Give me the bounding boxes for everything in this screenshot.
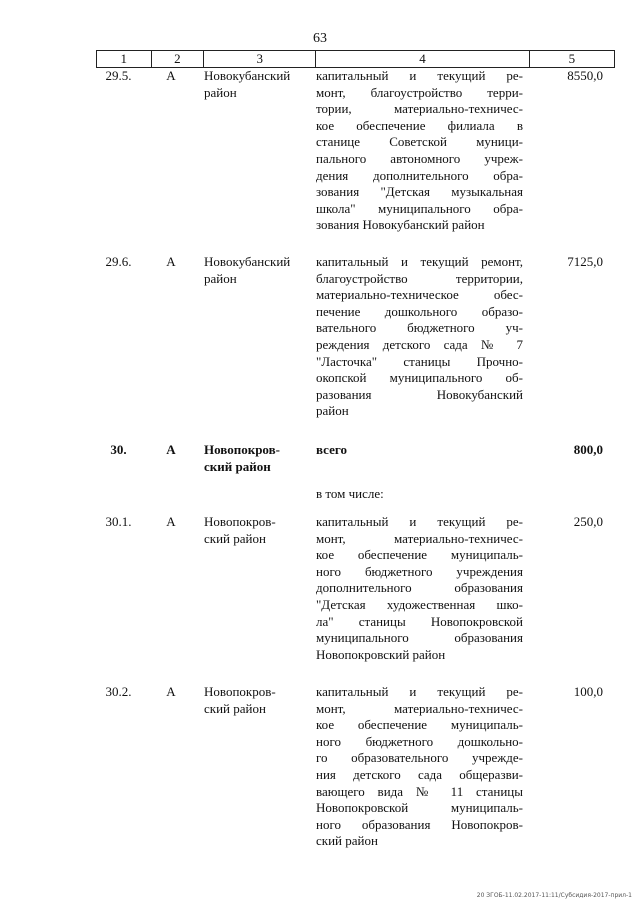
header-col-2: 2: [152, 51, 205, 67]
including-label: в том числе:: [316, 486, 384, 501]
row-district: Новопокров- ский район: [204, 514, 276, 546]
row-type: А: [166, 684, 176, 699]
document-footer: 20 ЗГОБ-11.02.2017-11:11/Субсидия-2017-прил-1: [476, 892, 632, 899]
header-col-5: 5: [568, 51, 576, 66]
row-type: А: [166, 442, 176, 457]
row-description: всего: [316, 442, 347, 457]
header-col-4: 4: [316, 51, 529, 67]
header-col-1: 1: [97, 51, 152, 67]
row-amount: 100,0: [573, 684, 603, 699]
row-number: 29.5.: [105, 68, 132, 83]
row-type: А: [166, 68, 176, 83]
row-number: 30.1.: [105, 514, 132, 529]
row-type: А: [166, 254, 176, 269]
row-amount: 7125,0: [567, 254, 603, 269]
row-description: капитальный и текущий ре- монт, благоустройство терри- тории, материально-техничес- кое обеспечение филиала в станице Советской муници- пального автономного учреж- дения дополнительного обра- зования "Детская музыкальная школа" муниципального обра- зования Новокубанский район: [316, 68, 523, 233]
row-amount: 8550,0: [567, 68, 603, 83]
row-district: Новопокров- ский район: [204, 442, 280, 474]
row-description: капитальный и текущий ремонт, благоустройство территории, материально-техническое обес- печение дошкольного образо- вательного бюджетного уч- реждения детского сада № 7 "Ласточка" станицы Прочно- окопской муниципального об- разования Новокубанский район: [316, 254, 523, 419]
row-district: Новопокров- ский район: [204, 684, 276, 716]
row-description: капитальный и текущий ре- монт, материально-техничес- кое обеспечение муниципаль- ного бюджетного учреждения дополнительного образования "Детская художественная шко- ла" станицы Новопокровской муниципального образования Новопокровский район: [316, 514, 523, 662]
table-header: [96, 50, 615, 68]
page-number: 63: [313, 31, 327, 46]
row-number: 29.6.: [105, 254, 132, 269]
header-col-3: 3: [204, 51, 316, 67]
row-type: А: [166, 514, 176, 529]
row-district: Новокубанский район: [204, 68, 291, 100]
row-number: 30.: [110, 442, 127, 457]
row-amount: 800,0: [573, 442, 603, 457]
row-district: Новокубанский район: [204, 254, 291, 286]
row-number: 30.2.: [105, 684, 132, 699]
row-description: капитальный и текущий ре- монт, материально-техничес- кое обеспечение муниципаль- ного бюджетного дошкольно- го образовательного учрежде- ния детского сада общеразви- вающего вида № 11 станицы Новопокровской муниципаль- ного образования Новопокров- ский район: [316, 684, 523, 849]
row-amount: 250,0: [573, 514, 603, 529]
